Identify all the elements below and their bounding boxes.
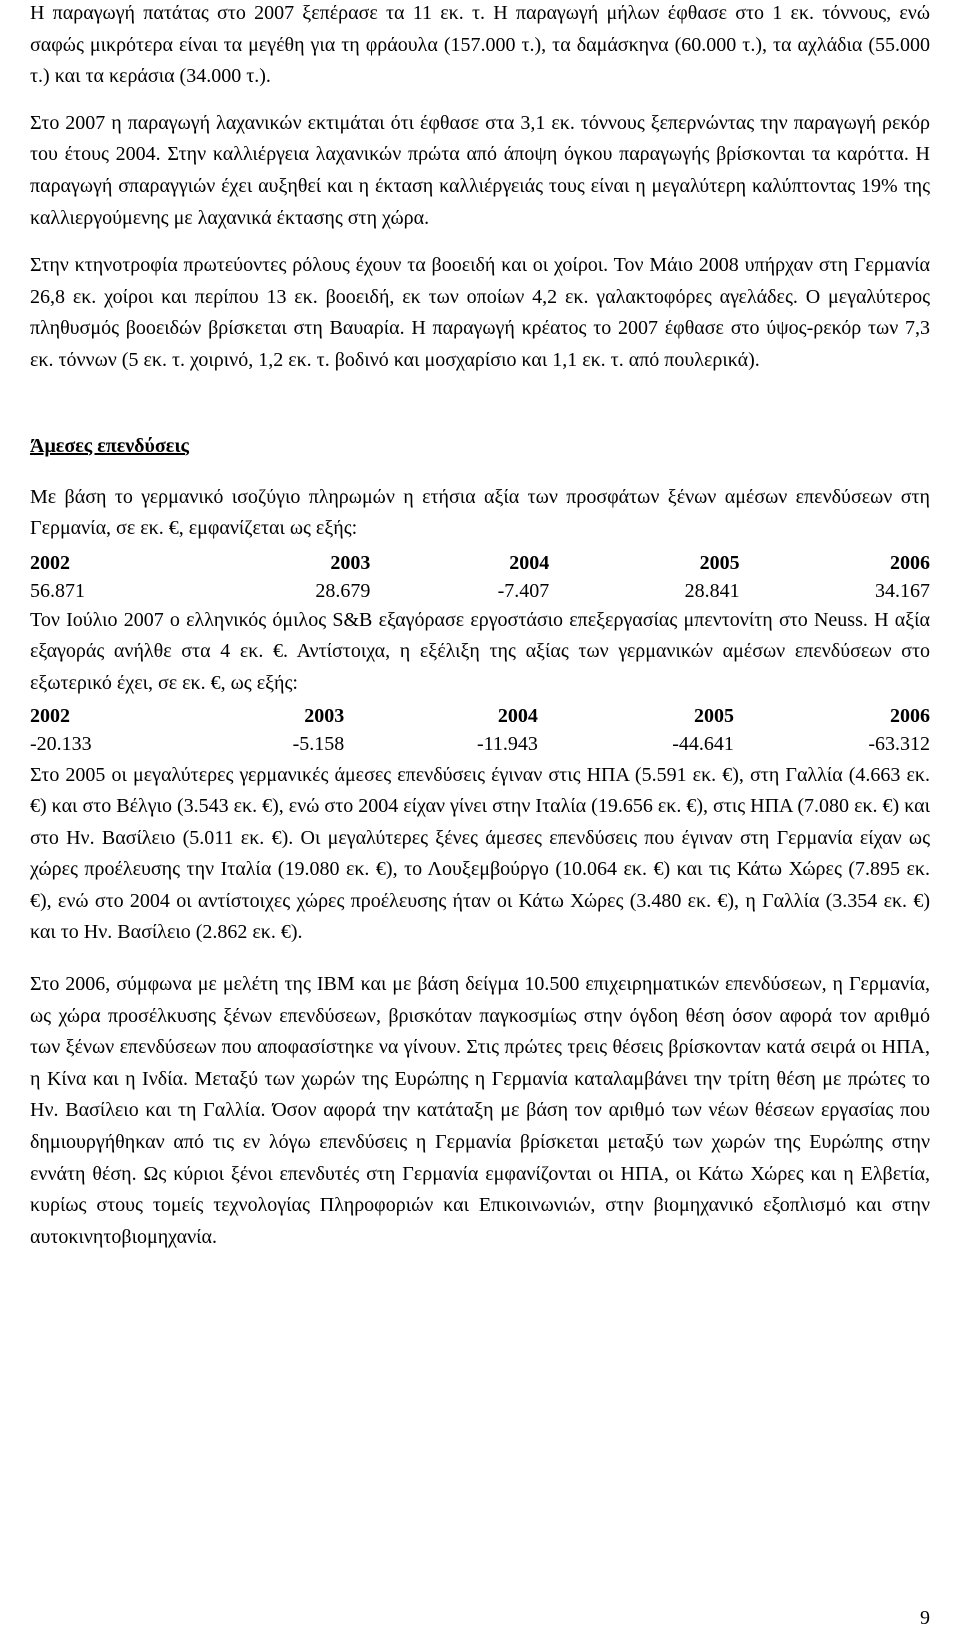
value-cell: -20.133	[30, 732, 92, 755]
section-heading-direct-investments: Άμεσες επενδύσεις	[30, 434, 189, 457]
year-cell: 2005	[699, 551, 740, 574]
paragraph-inward-investments-intro: Με βάση το γερμανικό ισοζύγιο πληρωμών η ετήσια αξία των προσφάτων ξένων αμέσων επενδύσεων στη Γερμανία, σε εκ. €, εμφανίζεται ως εξής:	[30, 485, 930, 540]
year-cell: 2004	[497, 704, 538, 727]
value-cell: 28.841	[684, 579, 740, 602]
table-row	[30, 730, 930, 758]
paragraph-ibm-study: Στο 2006, σύμφωνα με μελέτη της IBM και με βάση δείγμα 10.500 επιχειρηματικών επενδύσεων, η Γερμανία, ως χώρα προσέλκυσης ξένων επενδύσεων, βρισκόταν παγκοσμίως στην όγδοη θέση όσον αφορά τον αριθμό των ξένων επενδύσεων που αποφασίστηκε να γίνουν. Στις πρώτες τρεις θέσεις βρίσκονταν κατά σειρά οι ΗΠΑ, η Κίνα και η Ινδία. Μεταξύ των χωρών της Ευρώπης η Γερμανία καταλαμβάνει την τρίτη θέση με πρώτες το Ην. Βασίλειο και τη Γαλλία. Όσον αφορά την κατάταξη με βάση τον αριθμό των νέων θέσεων εργασίας που δημιουργήθηκαν από τις εν λόγω επενδύσεις η Γερμανία βρίσκεται μεταξύ των χωρών της Ευρώπης στην εννάτη θέση. Ως κύριοι ξένοι επενδυτές στη Γερμανία εμφανίζονται οι ΗΠΑ, οι Κάτω Χώρες και η Ελβετία, κυρίως στους τομείς τεχνολογίας Πληροφοριών και Επικοινωνιών, στην βιομηχανικό εξοπλισμό και στην αυτοκινητοβιομηχανία.	[30, 973, 930, 1248]
year-cell: 2005	[693, 704, 734, 727]
year-cell: 2004	[509, 551, 550, 574]
table-header-row	[30, 549, 930, 577]
value-cell: 28.679	[315, 579, 371, 602]
value-cell: 56.871	[30, 579, 85, 602]
paragraph-fruit-production: Η παραγωγή πατάτας στο 2007 ξεπέρασε τα 11 εκ. τ. Η παραγωγή μήλων έφθασε στο 1 εκ. τόννους, ενώ σαφώς μικρότερα είναι τα μεγέθη για τη φράουλα (157.000 τ.), τα δαμάσκηνα (60.000 τ.), τα αχλάδια (55.000 τ.) και τα κεράσια (34.000 τ.).	[30, 2, 930, 88]
paragraph-vegetable-production: Στο 2007 η παραγωγή λαχανικών εκτιμάται ότι έφθασε στα 3,1 εκ. τόννους ξεπερνώντας την παραγωγή ρεκόρ του έτους 2004. Στην καλλιέργεια λαχανικών πρώτα από άποψη όγκου παραγωγής βρίσκονται τα καρόττα. Η παραγωγή σπαραγγιών έχει αυξηθεί και η έκταση καλλιέργειάς τους είναι η μεγαλύτερη καλύπτοντας 19% της καλλιεργούμενης με λαχανικά έκτασης στη χώρα.	[30, 111, 930, 229]
table-header-row	[30, 702, 930, 730]
table-row	[30, 577, 930, 605]
value-cell: -63.312	[868, 732, 930, 755]
year-cell: 2003	[330, 551, 371, 574]
value-cell: 34.167	[875, 579, 930, 602]
value-cell: -7.407	[497, 579, 550, 602]
year-cell: 2002	[30, 704, 70, 727]
value-cell: -5.158	[292, 732, 345, 755]
year-cell: 2006	[890, 551, 930, 574]
page-number: 9	[920, 1607, 930, 1629]
year-cell: 2002	[30, 551, 70, 574]
paragraph-livestock: Στην κτηνοτροφία πρωτεύοντες ρόλους έχουν τα βοοειδή και οι χοίροι. Τον Μάιο 2008 υπήρχαν στη Γερμανία 26,8 εκ. χοίροι και περίπου 13 εκ. βοοειδή, εκ των οποίων 4,2 εκ. γαλακτοφόρες αγελάδες. Ο μεγαλύτερος πληθυσμός βοοειδών βρίσκεται στη Βαυαρία. Η παραγωγή κρέατος το 2007 έφθασε στο ύψος-ρεκόρ των 7,3 εκ. τόννων (5 εκ. τ. χοιρινό, 1,2 εκ. τ. βοδινό και μοσχαρίσιο και 1,1 εκ. τ. από πουλερικά).	[30, 254, 930, 371]
page-content	[30, 0, 930, 1253]
inward-fdi-table	[30, 549, 930, 605]
year-cell: 2003	[304, 704, 345, 727]
value-cell: -11.943	[476, 732, 538, 755]
year-cell: 2006	[890, 704, 930, 727]
value-cell: -44.641	[672, 732, 734, 755]
paragraph-outward-investments-intro: Τον Ιούλιο 2007 ο ελληνικός όμιλος S&B εξαγόρασε εργοστάσιο επεξεργασίας μπεντονίτη στο Neuss. Η αξία εξαγοράς ανήλθε στα 4 εκ. €. Αντίστοιχα, η εξέλιξη της αξίας των γερμανικών αμέσων επενδύσεων στο εξωτερικό έχει, σε εκ. €, ως εξής:	[30, 608, 930, 694]
paragraph-largest-investments: Στο 2005 οι μεγαλύτερες γερμανικές άμεσες επενδύσεις έγιναν στις ΗΠΑ (5.591 εκ. €), στη Γαλλία (4.663 εκ. €) και στο Βέλγιο (3.543 εκ. €), ενώ στο 2004 είχαν γίνει στην Ιταλία (19.656 εκ. €), στις ΗΠΑ (7.080 εκ. €) και στο Ην. Βασίλειο (5.011 εκ. €). Οι μεγαλύτερες ξένες άμεσες επενδύσεις που έγιναν στη Γερμανία είχαν ως χώρες προέλευσης την Ιταλία (19.080 εκ. €), το Λουξεμβούργο (10.064 εκ. €) και τις Κάτω Χώρες (7.895 εκ. €), ενώ στο 2004 οι αντίστοιχες χώρες προέλευσης ήταν οι Κάτω Χώρες (3.480 εκ. €), η Γαλλία (3.354 εκ. €) και το Ην. Βασίλειο (2.862 εκ. €).	[30, 763, 930, 944]
outward-fdi-table	[30, 702, 930, 758]
